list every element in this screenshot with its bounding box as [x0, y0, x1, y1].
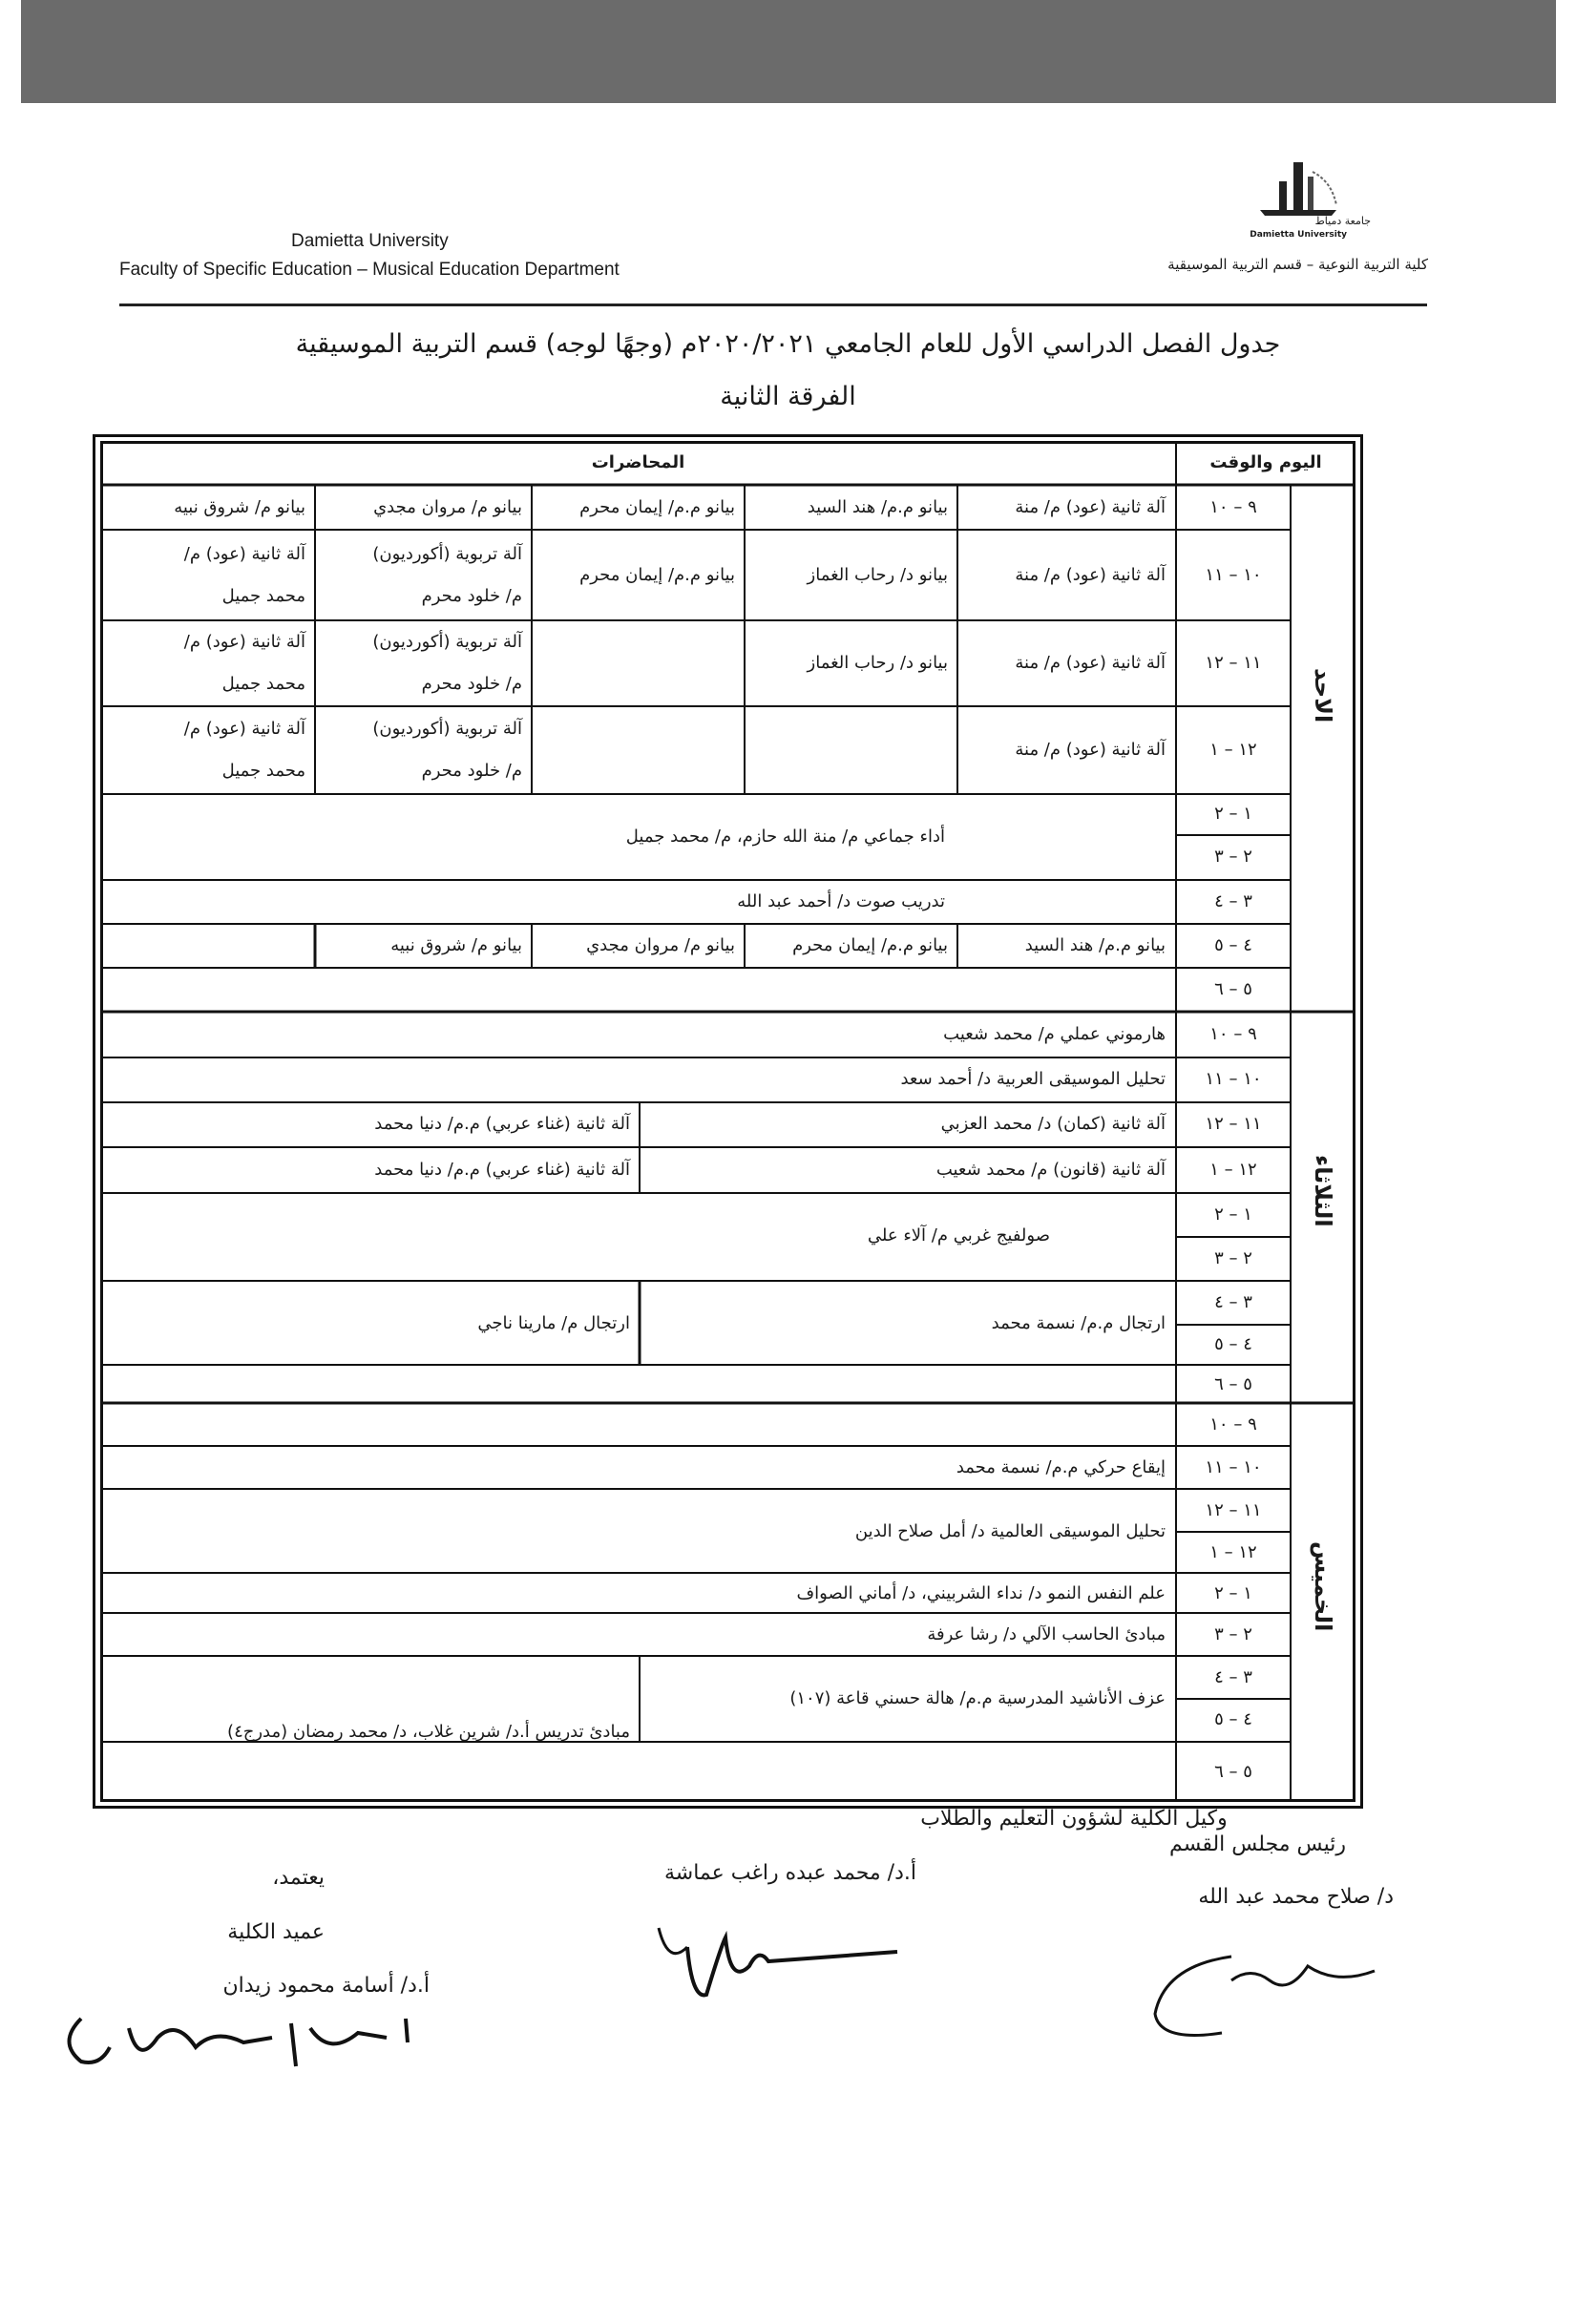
lecture-cell: آلة ثانية (غناء عربي) م.م/ دنيا محمد — [374, 1114, 630, 1134]
lecture-cell: آلة ثانية (عود) م/ — [183, 632, 305, 652]
time-slot: ٥ – ٦ — [1214, 1762, 1252, 1782]
lecture-cell: م/ خلود محرم — [421, 674, 522, 694]
header-day-time: اليوم والوقت — [1209, 452, 1322, 472]
lecture-cell: م/ خلود محرم — [421, 761, 522, 781]
lecture-cell: تحليل الموسيقى العالمية د/ أمل صلاح الدين — [854, 1521, 1166, 1541]
time-slot: ١ – ٢ — [1214, 804, 1252, 824]
lecture-cell: آلة ثانية (عود) م/ — [183, 544, 305, 564]
time-slot: ٢ – ٣ — [1214, 1248, 1252, 1268]
lecture-cell: آلة تربوية (أكورديون) — [372, 544, 522, 564]
lecture-cell: آلة تربوية (أكورديون) — [372, 632, 522, 652]
schedule-subtitle: الفرقة الثانية — [720, 382, 856, 411]
lecture-cell: آلة تربوية (أكورديون) — [372, 719, 522, 739]
time-slot: ١٠ – ١١ — [1205, 1457, 1262, 1477]
lecture-cell: صولفيج غربي م/ آلاء علي — [867, 1225, 1050, 1246]
time-slot: ٥ – ٦ — [1214, 979, 1252, 999]
dean-title: عميد الكلية — [227, 1920, 325, 1944]
time-slot: ٩ – ١٠ — [1209, 1024, 1257, 1044]
lecture-cell: م/ خلود محرم — [421, 586, 522, 606]
day-tuesday: الثلاثاء — [1310, 1155, 1336, 1227]
time-slot: ١٢ – ١ — [1209, 1542, 1257, 1562]
lecture-cell: بيانو م/ مروان مجدي — [586, 935, 735, 955]
lecture-cell: بيانو د/ رحاب الغماز — [807, 565, 948, 585]
time-slot: ٤ – ٥ — [1214, 1709, 1252, 1729]
time-slot: ١٢ – ١ — [1209, 1160, 1257, 1180]
lecture-cell: أداء جماعي م/ منة الله حازم، م/ محمد جميل — [625, 827, 945, 847]
dean-handwritten-signature — [53, 1999, 434, 2085]
lecture-cell: بيانو م.م/ إيمان محرم — [792, 935, 948, 955]
lecture-cell: بيانو د/ رحاب الغماز — [807, 653, 948, 673]
lecture-cell: عزف الأناشيد المدرسية م.م/ هالة حسني قاعة (١٠٧) — [789, 1688, 1166, 1708]
university-name-en: Damietta University — [291, 231, 449, 251]
time-slot: ١١ – ١٢ — [1205, 653, 1262, 673]
lecture-cell: بيانو م/ شروق نبيه — [174, 497, 305, 517]
lecture-cell: بيانو م.م/ إيمان محرم — [579, 497, 735, 517]
vice-dean-title: وكيل الكلية لشؤون التعليم والطلاب — [920, 1807, 1228, 1831]
time-slot: ١١ – ١٢ — [1205, 1114, 1262, 1134]
lecture-cell: ارتجال م/ مارينا ناجي — [477, 1313, 630, 1333]
time-slot: ٣ – ٤ — [1214, 891, 1252, 911]
lecture-cell: آلة ثانية (قانون) م/ محمد شعيب — [935, 1160, 1166, 1180]
lecture-cell: آلة ثانية (كمان) د/ محمد العزبي — [940, 1114, 1166, 1134]
day-thursday: الخميس — [1310, 1541, 1336, 1632]
lecture-cell: ارتجال م.م/ نسمة محمد — [991, 1313, 1166, 1333]
approval-label: يعتمد، — [272, 1866, 325, 1890]
time-slot: ٣ – ٤ — [1214, 1292, 1252, 1312]
time-slot: ٣ – ٤ — [1214, 1667, 1252, 1687]
lecture-cell: بيانو م.م/ هند السيد — [1024, 935, 1166, 955]
lecture-cell: إيقاع حركي م.م/ نسمة محمد — [956, 1457, 1166, 1477]
vice-dean-signature — [649, 1909, 907, 2014]
lecture-cell: آلة ثانية (عود) م/ منة — [1015, 740, 1166, 760]
faculty-name-en: Faculty of Specific Education – Musical Education Department — [119, 260, 620, 280]
time-slot: ١٠ – ١١ — [1205, 1069, 1262, 1089]
header-lectures: المحاضرات — [591, 452, 685, 472]
lecture-cell: آلة ثانية (غناء عربي) م.م/ دنيا محمد — [374, 1160, 630, 1180]
lecture-cell: محمد جميل — [221, 761, 305, 781]
lecture-cell: بيانو م.م/ إيمان محرم — [579, 565, 735, 585]
lecture-cell: آلة ثانية (عود) م/ منة — [1015, 497, 1166, 517]
time-slot: ١ – ٢ — [1214, 1583, 1252, 1603]
schedule-title: جدول الفصل الدراسي الأول للعام الجامعي ٢٠٢٠/٢٠٢١م (وجهًا لوجه) قسم التربية الموسيقية — [295, 329, 1281, 359]
faculty-name-ar: كلية التربية النوعية – قسم التربية الموسيقية — [1167, 256, 1428, 273]
logo-text-ar: جامعة دمياط — [1314, 215, 1371, 227]
lecture-cell: محمد جميل — [221, 586, 305, 606]
time-slot: ٤ – ٥ — [1214, 1334, 1252, 1354]
dean-name: أ.د/ أسامة محمود زيدان — [222, 1974, 430, 1998]
time-slot: ٢ – ٣ — [1214, 847, 1252, 867]
time-slot: ١٠ – ١١ — [1205, 565, 1262, 585]
time-slot: ٥ – ٦ — [1214, 1374, 1252, 1394]
time-slot: ١١ – ١٢ — [1205, 1500, 1262, 1520]
lecture-cell: بيانو م.م/ هند السيد — [807, 497, 948, 517]
lecture-cell: بيانو م/ شروق نبيه — [390, 935, 522, 955]
vice-dean-name: أ.د/ محمد عبده راغب عماشة — [664, 1861, 916, 1885]
lecture-cell: آلة ثانية (عود) م/ — [183, 719, 305, 739]
lecture-cell: مبادئ تدريس أ.د/ شرين غلاب، د/ محمد رمضان (مدرج٤) — [227, 1722, 630, 1742]
time-slot: ٢ – ٣ — [1214, 1624, 1252, 1644]
dept-head-title: رئيس مجلس القسم — [1169, 1832, 1346, 1856]
lecture-cell: هارموني عملي م/ محمد شعيب — [943, 1024, 1166, 1044]
lecture-cell: علم النفس النمو د/ نداء الشربيني، د/ أماني الصواف — [796, 1583, 1166, 1603]
time-slot: ١٢ – ١ — [1209, 740, 1257, 760]
lecture-cell: آلة ثانية (عود) م/ منة — [1015, 565, 1166, 585]
time-slot: ٩ – ١٠ — [1209, 1414, 1257, 1434]
logo-text-en: Damietta University — [1250, 230, 1347, 240]
lecture-cell: بيانو م/ مروان مجدي — [373, 497, 522, 517]
dept-head-signature — [1145, 1937, 1394, 2052]
time-slot: ٩ – ١٠ — [1209, 497, 1257, 517]
lecture-cell: مبادئ الحاسب الآلي د/ رشا عرفة — [927, 1624, 1166, 1644]
day-sunday: الاحد — [1310, 668, 1336, 723]
time-slot: ١ – ٢ — [1214, 1204, 1252, 1225]
lecture-cell: آلة ثانية (عود) م/ منة — [1015, 653, 1166, 673]
lecture-cell: تدريب صوت د/ أحمد عبد الله — [737, 891, 945, 911]
lecture-cell: محمد جميل — [221, 674, 305, 694]
lecture-cell: تحليل الموسيقى العربية د/ أحمد سعد — [900, 1069, 1166, 1089]
time-slot: ٤ – ٥ — [1214, 935, 1252, 955]
dept-head-name: د/ صلاح محمد عبد الله — [1198, 1885, 1394, 1909]
